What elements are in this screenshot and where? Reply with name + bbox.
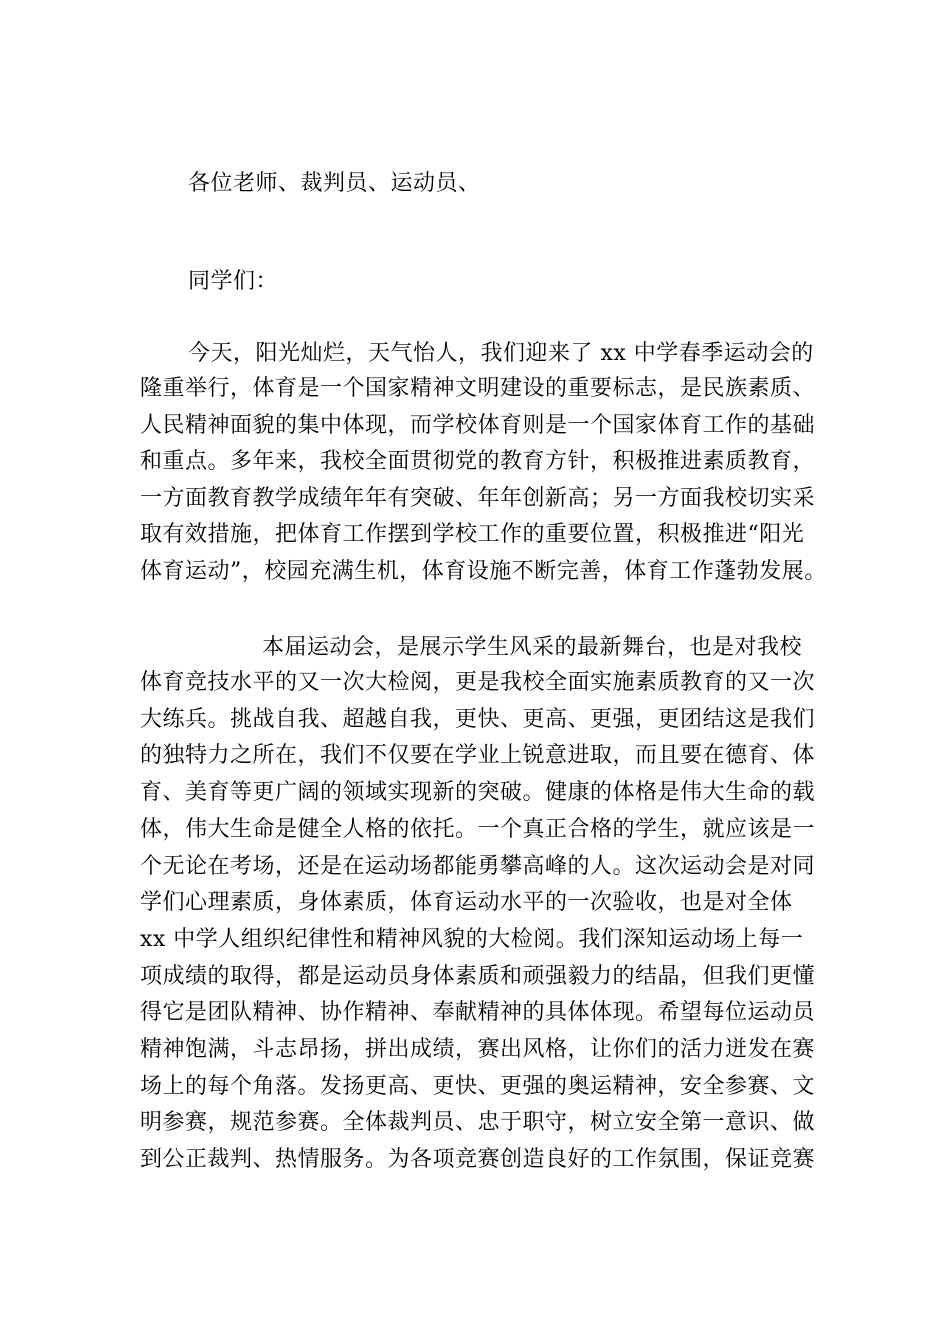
paragraph-line: 人民精神面貌的集中体现，而学校体育则是一个国家体育工作的基础 <box>140 413 816 438</box>
paragraph-line: 体育运动”，校园充满生机，体育设施不断完善，体育工作蓬勃发展。 <box>140 559 827 584</box>
salutation-line-1: 各位老师、裁判员、运动员、 <box>188 171 481 196</box>
paragraph-line: 得它是团队精神、协作精神、奉献精神的具体体现。希望每位运动员 <box>140 1000 816 1025</box>
paragraph-line: 场上的每个角落。发扬更高、更快、更强的奥运精神，安全参赛、文 <box>140 1074 816 1099</box>
paragraph-line: 的独特力之所在，我们不仅要在学业上锐意进取，而且要在德育、体 <box>140 743 816 768</box>
paragraph-line: 本届运动会，是展示学生风采的最新舞台，也是对我校 <box>262 635 803 660</box>
paragraph-line: 隆重举行，体育是一个国家精神文明建设的重要标志，是民族素质、 <box>140 376 816 401</box>
paragraph-line: 学们心理素质，身体素质，体育运动水平的一次验收，也是对全体 <box>140 890 793 915</box>
paragraph-line: 今天，阳光灿烂，天气怡人，我们迎来了 xx 中学春季运动会的 <box>188 341 814 366</box>
paragraph-line: 项成绩的取得，都是运动员身体素质和顽强毅力的结晶，但我们更懂 <box>140 964 816 989</box>
paragraph-line: 体育竞技水平的又一次大检阅，更是我校全面实施素质教育的又一次 <box>140 670 816 695</box>
paragraph-line: 个无论在考场，还是在运动场都能勇攀高峰的人。这次运动会是对同 <box>140 854 816 879</box>
paragraph-line: xx 中学人组织纪律性和精神风貌的大检阅。我们深知运动场上每一 <box>140 927 804 952</box>
paragraph-line: 取有效措施，把体育工作摆到学校工作的重要位置，积极推进“阳光 <box>140 522 805 547</box>
paragraph-line: 和重点。多年来，我校全面贯彻党的教育方针，积极推进素质教育， <box>140 449 816 474</box>
paragraph-line: 明参赛，规范参赛。全体裁判员、忠于职守，树立安全第一意识、做 <box>140 1110 816 1135</box>
salutation-line-2: 同学们： <box>188 269 279 294</box>
paragraph-line: 大练兵。挑战自我、超越自我，更快、更高、更强，更团结这是我们 <box>140 707 816 732</box>
paragraph-line: 精神饱满，斗志昂扬，拼出成绩，赛出风格，让你们的活力迸发在赛 <box>140 1037 816 1062</box>
paragraph-line: 到公正裁判、热情服务。为各项竞赛创造良好的工作氛围，保证竞赛 <box>140 1147 816 1172</box>
paragraph-line: 体，伟大生命是健全人格的依托。一个真正合格的学生，就应该是一 <box>140 817 816 842</box>
paragraph-line: 育、美育等更广阔的领域实现新的突破。健康的体格是伟大生命的载 <box>140 780 816 805</box>
paragraph-line: 一方面教育教学成绩年年有突破、年年创新高；另一方面我校切实采 <box>140 486 816 511</box>
